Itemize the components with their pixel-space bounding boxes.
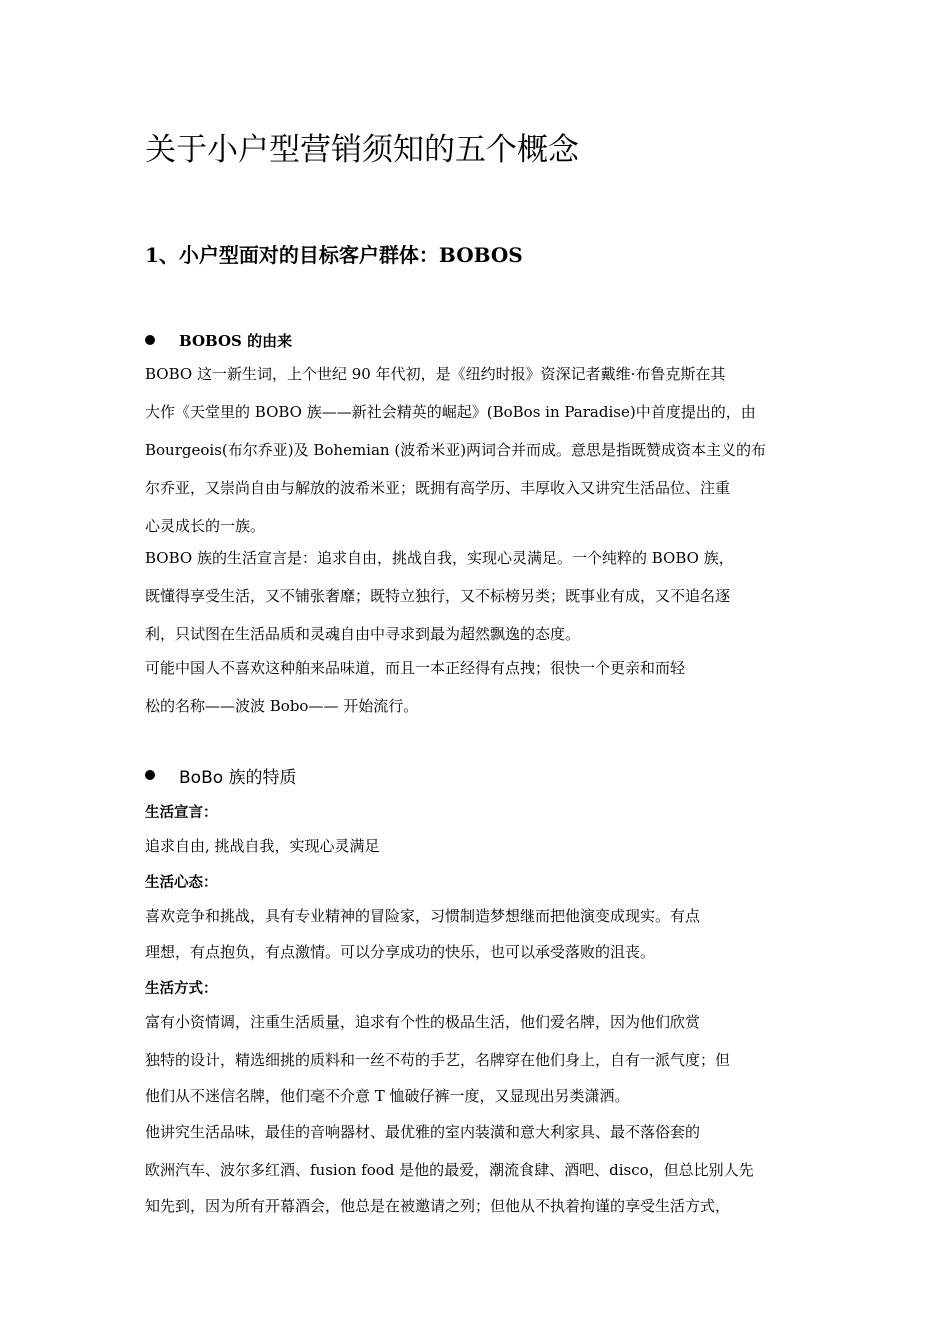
paragraph-line: 知先到，因为所有开幕酒会，他总是在被邀请之列；但他从不执着拘谨的享受生活方式，: [145, 1197, 731, 1215]
paragraph-line: 可能中国人不喜欢这种舶来品味道，而且一本正经得有点拽；很快一个更亲和而轻: [145, 659, 686, 677]
paragraph-line: 心灵成长的一族。: [145, 517, 266, 535]
paragraph-line: 他讲究生活品味，最佳的音响器材、最优雅的室内装潢和意大利家具、最不落俗套的: [145, 1123, 701, 1141]
paragraph-line: 他们从不迷信名牌，他们毫不介意 T 恤破仔裤一度，又显现出另类潇洒。: [145, 1087, 630, 1105]
paragraph-line: 既懂得享受生活，又不铺张奢靡；既特立独行，又不标榜另类；既事业有成，又不追名逐: [145, 587, 731, 605]
paragraph-line: Bourgeois(布尔乔亚)及 Bohemian (波希米亚)两词合并而成。意思是指既赞成资本主义的布: [145, 441, 767, 459]
lifestyle-heading: 生活方式：: [145, 981, 218, 997]
bullet-dot: [145, 335, 155, 345]
paragraph-line: 松的名称——波波 Bobo—— 开始流行。: [145, 697, 419, 715]
paragraph-line: 欧洲汽车、波尔多红酒、fusion food 是他的最爱，潮流食肆、酒吧、disco，但总比别人先: [145, 1161, 754, 1179]
bullet-label: BOBOS 的由来: [179, 331, 293, 350]
bullet-dot: [145, 770, 155, 780]
paragraph-line: BOBO 这一新生词，上个世纪 90 年代初，是《纽约时报》资深记者戴维·布鲁克斯在其: [145, 365, 726, 383]
paragraph-line: 喜欢竞争和挑战，具有专业精神的冒险家，习惯制造梦想继而把他演变成现实。有点: [145, 907, 701, 925]
motto-text: 追求自由, 挑战自我，实现心灵满足: [145, 837, 380, 855]
paragraph-line: 尔乔亚，又崇尚自由与解放的波希米亚；既拥有高学历、丰厚收入又讲究生活品位、注重: [145, 479, 731, 497]
mindset-heading: 生活心态：: [145, 875, 218, 891]
paragraph-line: 利，只试图在生活品质和灵魂自由中寻求到最为超然飘逸的态度。: [145, 625, 581, 643]
paragraph-line: 大作《天堂里的 BOBO 族——新社会精英的崛起》(BoBos in Paradise)中首度提出的，由: [145, 403, 756, 421]
bullet-label: BoBo 族的特质: [179, 767, 297, 788]
paragraph-line: BOBO 族的生活宣言是：追求自由，挑战自我，实现心灵满足。一个纯粹的 BOBO 族，: [145, 549, 734, 567]
bullet-origin: [145, 328, 292, 352]
section-heading: 1、小户型面对的目标客户群体：BOBOS: [145, 243, 523, 267]
paragraph-line: 理想，有点抱负，有点激情。可以分享成功的快乐，也可以承受落败的沮丧。: [145, 943, 656, 961]
paragraph-line: 富有小资情调，注重生活质量，追求有个性的极品生活，他们爱名牌，因为他们欣赏: [145, 1013, 701, 1031]
paragraph-line: 独特的设计，精选细挑的质料和一丝不苟的手艺，名牌穿在他们身上，自有一派气度；但: [145, 1051, 731, 1069]
motto-heading: 生活宣言：: [145, 805, 218, 821]
document-title: 关于小户型营销须知的五个概念: [145, 132, 579, 168]
bullet-traits: [145, 762, 297, 788]
